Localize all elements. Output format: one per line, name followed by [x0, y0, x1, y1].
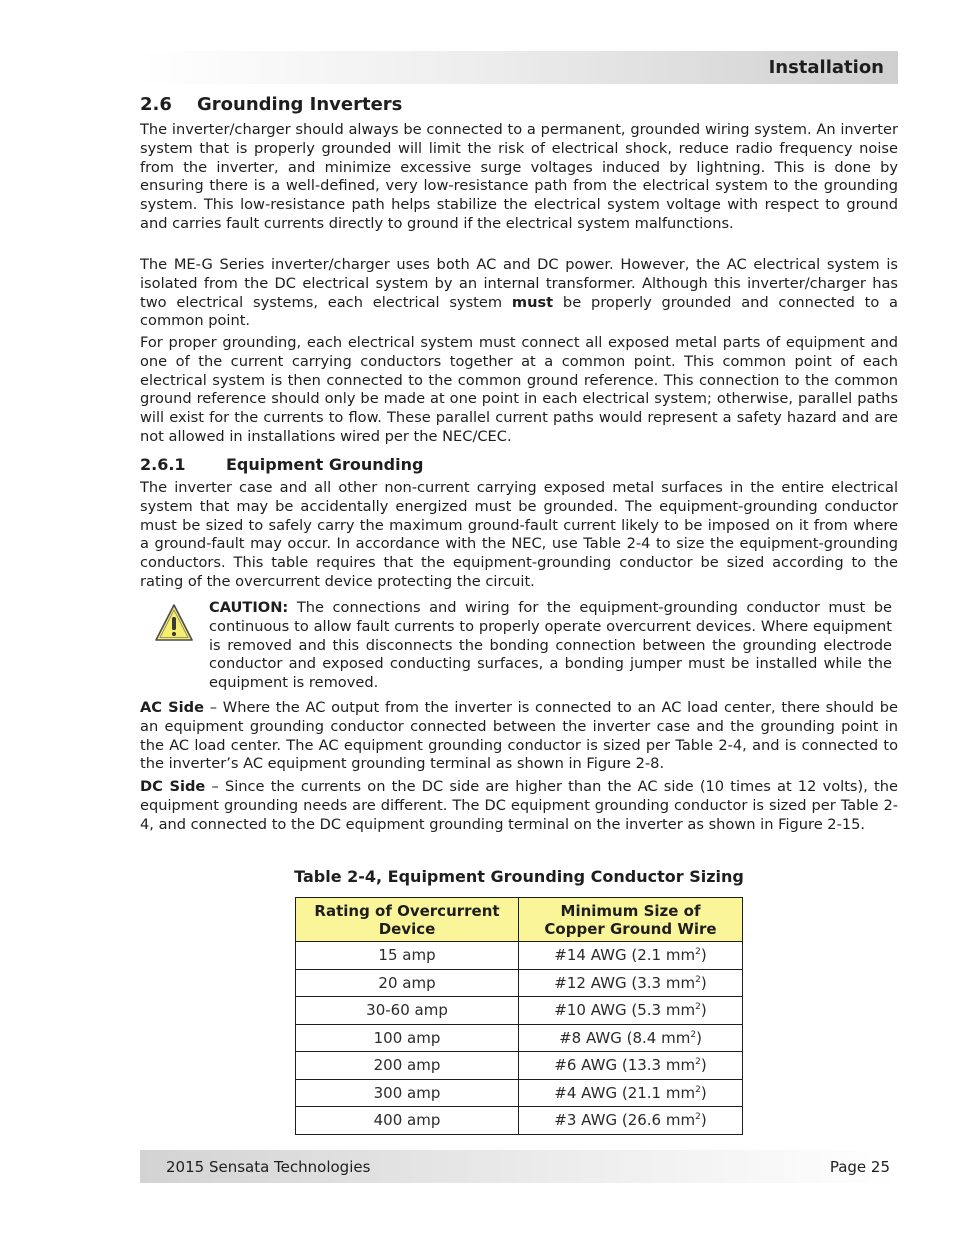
page-number: Page 25: [829, 1158, 890, 1176]
section-heading: [140, 94, 402, 115]
paragraph-ac-dc: [140, 256, 898, 331]
footer-bar: [140, 1150, 898, 1183]
rating-cell: 30-60 amp: [296, 997, 519, 1025]
section-number: 2.6: [140, 94, 172, 115]
wire-size-superscript: 2: [695, 947, 701, 958]
ac-side-text: – Where the AC output from the inverter is connected to an AC load center, there should be an equipment grounding conductor connected between the inverter case and the grounding point in the AC load center. The AC equipment grounding conductor is sized per Table 2-4, and is connected to the inverter’s AC equipment grounding terminal as shown in Figure 2-8.: [140, 699, 898, 773]
table-row: [296, 1079, 743, 1107]
wire-size-cell: [519, 969, 743, 997]
caution-body: The connections and wiring for the equipment-grounding conductor must be continuous to allow fault currents to properly operate overcurrent devices. Where equipment is removed and this disconnects the bonding connection between the grounding electrode conductor and exposed conducting surfaces, a bonding jumper must be installed while the equipment is removed.: [209, 599, 892, 691]
wire-size-close: ): [700, 1111, 707, 1130]
wire-size-text: #3 AWG (26.6 mm: [554, 1111, 696, 1130]
wire-size-cell: [519, 1107, 743, 1135]
wire-size-cell: [519, 1079, 743, 1107]
wire-size-text: #10 AWG (5.3 mm: [554, 1001, 696, 1020]
dc-side-label: DC Side: [140, 778, 206, 795]
header-wire-size: [519, 898, 743, 942]
header-wire-line2: Copper Ground Wire: [544, 919, 717, 938]
wire-size-superscript: 2: [695, 1002, 701, 1013]
table-row: [296, 969, 743, 997]
wire-size-cell: [519, 1024, 743, 1052]
subsection-heading: [140, 455, 423, 474]
table-title: Table 2-4, Equipment Grounding Conductor Sizing: [294, 867, 744, 886]
wire-size-text: #8 AWG (8.4 mm: [559, 1028, 691, 1047]
caution-note: [209, 599, 892, 693]
rating-cell: 15 amp: [296, 942, 519, 970]
paragraph-ac-dc-text: The ME-G Series inverter/charger uses both AC and DC power. However, the AC electrical system is isolated from the DC electrical system by an internal transformer. Although this inverter/charger has two electrical systems, each electrical system: [140, 256, 898, 311]
wire-size-superscript: 2: [695, 1112, 701, 1123]
caution-label: CAUTION:: [209, 599, 289, 616]
paragraph-equipment-grounding: The inverter case and all other non-current carrying exposed metal surfaces in the entire electrical system that may be accidentally energized must be grounded. The equipment-grounding conductor must be sized to safely carry the maximum ground-fault current likely to be imposed on it from where a ground-fault may occur. In accordance with the NEC, use Table 2-4 to size the equipment-grounding conductors. This table requires that the equipment-grounding conductor be sized according to the rating of the overcurrent device protecting the circuit.: [140, 479, 898, 590]
paragraph-intro: The inverter/charger should always be connected to a permanent, grounded wiring system. An inverter system that is properly grounded will limit the risk of electrical shock, reduce radio frequency noise from the inverter, and minimize excessive surge voltages induced by lightning. This is done by ensuring there is a well-defined, very low-resistance path from the electrical system to the grounding system. This low-resistance path helps stabilize the electrical system voltage with respect to ground and carries fault currents directly to ground if the electrical system malfunctions.: [140, 121, 898, 232]
wire-size-close: ): [700, 1056, 707, 1075]
wire-size-cell: [519, 1052, 743, 1080]
table-row: [296, 1024, 743, 1052]
paragraph-ac-dc-text-end: be properly grounded and connected to a common point.: [140, 293, 898, 330]
wire-size-superscript: 2: [695, 974, 701, 985]
rating-cell: 200 amp: [296, 1052, 519, 1080]
table-row: [296, 1052, 743, 1080]
wire-size-text: #14 AWG (2.1 mm: [554, 946, 696, 965]
subsection-number: 2.6.1: [140, 455, 186, 474]
header-bar: [140, 51, 898, 84]
wire-size-cell: [519, 997, 743, 1025]
rating-cell: 300 amp: [296, 1079, 519, 1107]
wire-size-superscript: 2: [690, 1029, 697, 1040]
rating-cell: 100 amp: [296, 1024, 519, 1052]
header-rating-line1: Rating of Overcurrent: [314, 901, 500, 920]
ac-side-label: AC Side: [140, 699, 205, 716]
wire-size-close: ): [700, 1083, 707, 1102]
table-header-row: [296, 898, 743, 942]
rating-cell: 400 amp: [296, 1107, 519, 1135]
wire-size-cell: [519, 942, 743, 970]
warning-triangle-icon: [154, 603, 194, 643]
grounding-table: [295, 897, 743, 1135]
dc-side-text: – Since the currents on the DC side are higher than the AC side (10 times at 12 volts), the equipment grounding needs are different. The DC equipment grounding conductor is sized per Table 2-4, and connected to the DC equipment grounding terminal on the inverter as shown in Figure 2-15.: [140, 778, 898, 833]
paragraph-ac-side: [140, 699, 898, 774]
header-wire-line1: Minimum Size of: [560, 901, 701, 920]
header-rating: [296, 898, 519, 942]
section-title: Grounding Inverters: [197, 94, 403, 115]
footer-copyright: 2015 Sensata Technologies: [166, 1158, 371, 1176]
wire-size-close: ): [700, 973, 707, 992]
table-row: [296, 942, 743, 970]
wire-size-superscript: 2: [695, 1084, 701, 1095]
header-rating-line2: Device: [378, 919, 436, 938]
table-row: [296, 1107, 743, 1135]
wire-size-close: ): [700, 946, 707, 965]
wire-size-text: #6 AWG (13.3 mm: [554, 1056, 696, 1075]
subsection-title: Equipment Grounding: [226, 455, 424, 474]
wire-size-text: #12 AWG (3.3 mm: [554, 973, 696, 992]
wire-size-superscript: 2: [695, 1057, 701, 1068]
wire-size-close: ): [700, 1001, 707, 1020]
wire-size-text: #4 AWG (21.1 mm: [554, 1083, 696, 1102]
wire-size-close: ): [696, 1028, 702, 1047]
paragraph-dc-side: [140, 778, 898, 834]
paragraph-proper-grounding: For proper grounding, each electrical system must connect all exposed metal parts of equipment and one of the current carrying conductors together at a common point. This common point of each electrical system is then connected to the common ground reference. This connection to the common ground reference should only be made at one point in each electrical system; otherwise, parallel paths will exist for the currents to flow. These parallel current paths would represent a safety hazard and are not allowed in installations wired per the NEC/CEC.: [140, 334, 898, 445]
header-title: Installation: [768, 57, 884, 78]
rating-cell: 20 amp: [296, 969, 519, 997]
table-row: [296, 997, 743, 1025]
paragraph-ac-dc-bold: must: [511, 293, 554, 311]
table-body: [296, 942, 743, 1135]
